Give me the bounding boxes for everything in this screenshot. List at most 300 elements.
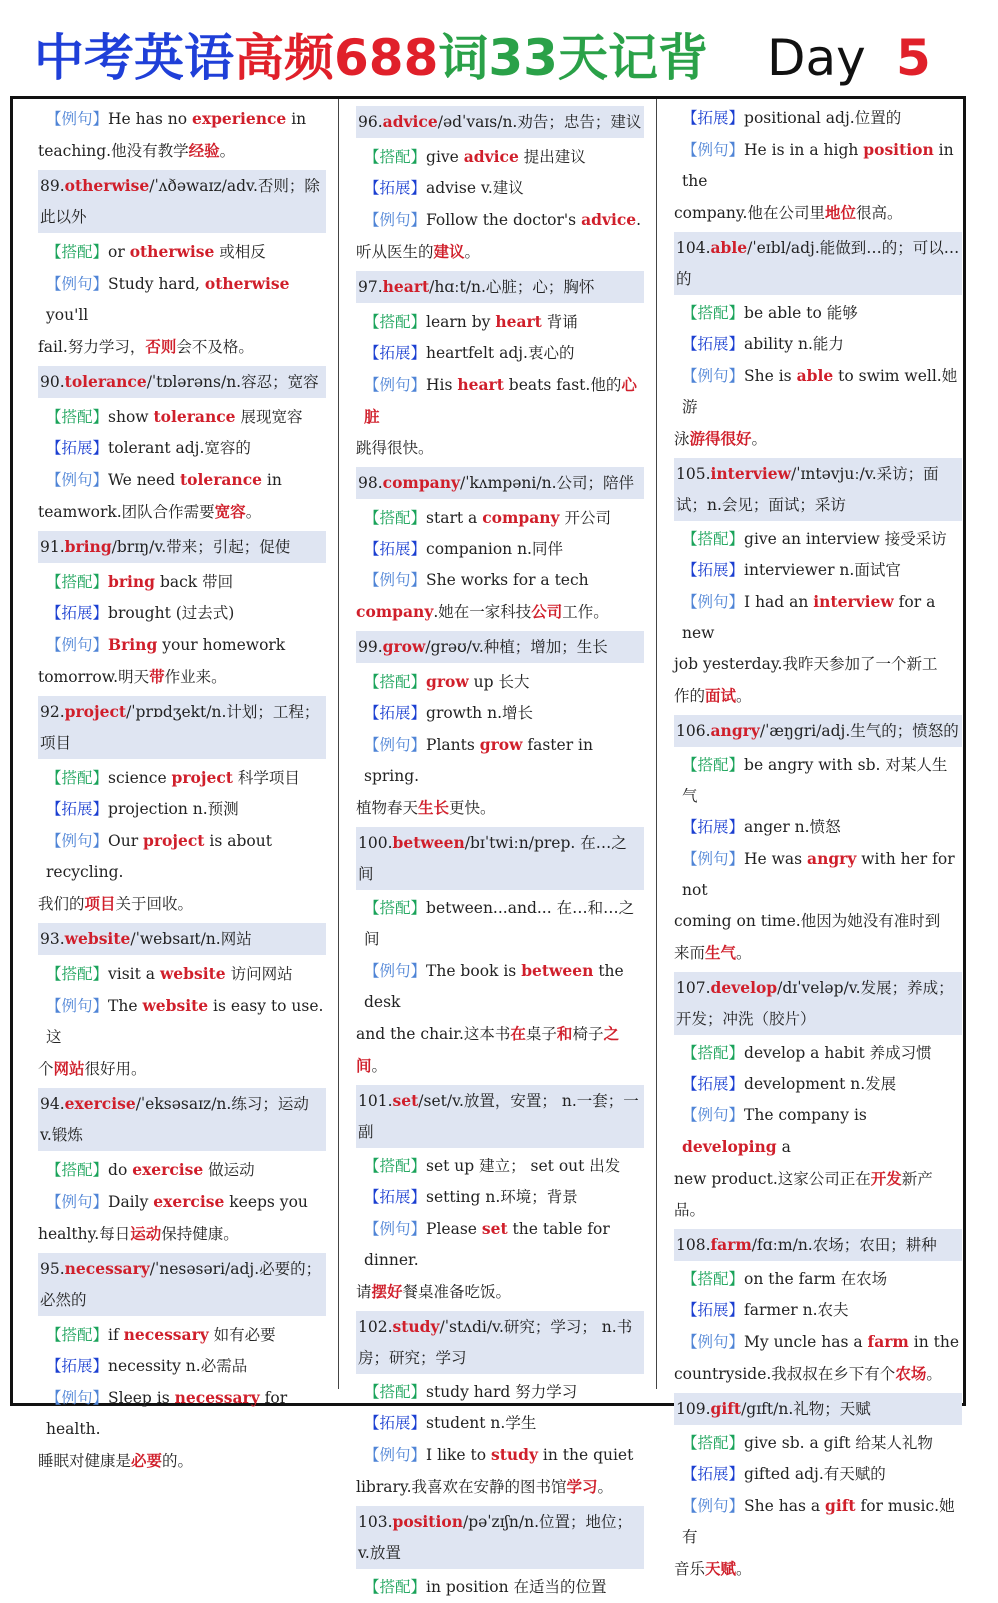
line-text: tolerant adj.宽容的	[108, 439, 251, 457]
extension-line	[674, 555, 962, 586]
collocation-line	[356, 1572, 644, 1603]
headword: necessary	[64, 1259, 150, 1278]
line-text: 或相反	[214, 243, 266, 261]
extension-tag: 【拓展】	[364, 1188, 427, 1206]
line-text: /grəʊ/v.种植；增加；生长	[425, 638, 608, 656]
line-text: She has a	[744, 1497, 825, 1515]
collocation-line	[38, 1319, 326, 1351]
line-text: 关于回收。	[115, 895, 194, 913]
line-text: a	[776, 1138, 791, 1156]
line-text: tomorrow.明天	[38, 668, 150, 686]
headword-line	[356, 1506, 644, 1569]
line-text: 科学项目	[232, 769, 300, 787]
highlight-text: otherwise	[204, 274, 290, 293]
line-text: 98.	[358, 474, 383, 492]
line-text: 108.	[676, 1236, 711, 1254]
line-text: 工作。	[562, 603, 609, 621]
example-line	[356, 729, 644, 792]
line-text: 听从医生的	[356, 243, 434, 261]
collocation-tag: 【搭配】	[364, 1578, 427, 1596]
line-text: 。	[219, 142, 236, 160]
headword-line	[674, 458, 962, 521]
example-line	[356, 369, 644, 433]
highlight-text: 摆好	[371, 1282, 403, 1301]
highlight-text: tolerance	[153, 407, 236, 426]
line-text: setting n.环境；背景	[426, 1188, 578, 1206]
line-text: do	[108, 1161, 133, 1179]
line-text: companion n.同伴	[426, 540, 563, 558]
extension-tag: 【拓展】	[682, 1301, 745, 1319]
example-line	[38, 268, 326, 331]
example-line	[674, 1100, 962, 1163]
collocation-tag: 【搭配】	[46, 965, 109, 983]
highlight-text: advice	[581, 210, 637, 229]
line-text: is about recycling.	[46, 832, 272, 881]
highlight-text: 带	[149, 667, 165, 686]
continuation-line	[356, 1276, 644, 1308]
line-text: for health.	[46, 1389, 288, 1438]
line-text: /ˈnesəsəri/adj.必要的；必然的	[40, 1260, 322, 1309]
extension-line	[356, 338, 644, 369]
highlight-text: heart	[495, 312, 542, 331]
line-text: your homework	[157, 636, 286, 654]
line-text: anger n.愤怒	[744, 818, 841, 836]
headword-line	[674, 1229, 962, 1261]
line-text: Please	[426, 1220, 482, 1238]
collocation-line	[38, 566, 326, 598]
headword: company	[382, 473, 460, 492]
line-text: 95.	[40, 1260, 65, 1278]
line-text: 89.	[40, 177, 65, 195]
headword: able	[710, 238, 748, 257]
highlight-text: 项目	[84, 894, 116, 913]
line-text: new product.这家公司正在	[674, 1170, 871, 1188]
line-text: He has no	[108, 110, 192, 128]
headword: heart	[382, 277, 430, 296]
collocation-tag: 【搭配】	[46, 1161, 109, 1179]
line-text: 97.	[358, 278, 383, 296]
highlight-text: 公司	[531, 602, 563, 621]
line-text: /dɪˈveləp/v.发展；养成；开发；冲洗（胶片）	[676, 979, 954, 1028]
collocation-tag: 【搭配】	[46, 243, 109, 261]
continuation-line	[674, 937, 962, 969]
extension-line	[356, 1182, 644, 1213]
highlight-text: otherwise	[129, 242, 215, 261]
title-part1: 中考英语	[34, 29, 234, 87]
extension-tag: 【拓展】	[46, 604, 109, 622]
line-text: 102.	[358, 1318, 393, 1336]
line-text: 93.	[40, 930, 65, 948]
collocation-tag: 【搭配】	[364, 1157, 427, 1175]
highlight-text: 经验	[188, 141, 220, 160]
extension-line	[356, 698, 644, 729]
line-text: 96.	[358, 113, 383, 131]
extension-line	[38, 794, 326, 825]
example-tag: 【例句】	[682, 367, 745, 385]
line-text: you'll	[46, 306, 89, 324]
line-text: on the farm 在农场	[744, 1270, 888, 1288]
headword: exercise	[64, 1094, 136, 1113]
highlight-text: 游得很好	[689, 429, 752, 448]
headword-line	[38, 1088, 326, 1151]
line-text: give	[426, 148, 464, 166]
line-text: company.他在公司里	[674, 204, 825, 222]
extension-line	[674, 1069, 962, 1100]
example-line	[356, 955, 644, 1018]
line-text: give sb. a gift 给某人礼物	[744, 1434, 933, 1452]
line-text: 。	[371, 1057, 388, 1075]
line-text: countryside.我叔叔在乡下有个	[674, 1365, 896, 1383]
example-tag: 【例句】	[364, 211, 427, 229]
highlight-text: company	[356, 602, 434, 621]
highlight-text: bring	[108, 572, 156, 591]
line-text: 99.	[358, 638, 383, 656]
line-text: 109.	[676, 1400, 711, 1418]
extension-tag: 【拓展】	[46, 439, 109, 457]
vocab-column-1	[38, 103, 326, 1477]
extension-tag: 【拓展】	[682, 335, 745, 353]
line-text: 91.	[40, 538, 65, 556]
headword-line	[356, 1311, 644, 1374]
line-text: 新产	[901, 1170, 933, 1188]
headword: gift	[710, 1399, 742, 1418]
headword: advice	[382, 112, 438, 131]
collocation-tag: 【搭配】	[682, 756, 745, 774]
line-text: 101.	[358, 1092, 393, 1110]
collocation-line	[38, 236, 326, 268]
continuation-line	[38, 1218, 326, 1250]
highlight-text: developing	[682, 1137, 777, 1156]
line-text: The company is	[744, 1106, 867, 1124]
line-text: 的。	[162, 1452, 194, 1470]
collocation-line	[356, 1377, 644, 1408]
highlight-text: 宽容	[214, 502, 246, 521]
headword: develop	[710, 978, 778, 997]
line-text: Sleep is	[108, 1389, 175, 1407]
line-text: for a new	[682, 593, 936, 642]
line-text: .	[636, 211, 642, 229]
example-line	[38, 103, 326, 135]
line-text: 。	[751, 430, 768, 448]
line-text: teamwork.团队合作需要	[38, 503, 215, 521]
collocation-line	[38, 762, 326, 794]
line-text: /ˈstʌdi/v.研究；学习； n.书房；研究；学习	[358, 1318, 633, 1367]
line-text: the desk	[364, 962, 624, 1011]
line-text: the table for dinner.	[364, 1220, 610, 1269]
highlight-text: Bring	[108, 635, 158, 654]
highlight-text: experience	[191, 109, 287, 128]
headword-line	[38, 923, 326, 955]
extension-tag: 【拓展】	[364, 704, 427, 722]
highlight-text: between	[521, 961, 594, 980]
line-text: 餐桌准备吃饭。	[402, 1283, 512, 1301]
line-text: is easy to use.这	[46, 997, 324, 1046]
example-tag: 【例句】	[46, 832, 109, 850]
line-text: farmer n.农夫	[744, 1301, 849, 1319]
highlight-text: set	[481, 1219, 508, 1238]
line-text: fail.努力学习，	[38, 338, 146, 356]
continuation-line	[674, 1163, 962, 1195]
example-line	[38, 825, 326, 888]
line-text: faster in spring.	[364, 736, 593, 785]
line-text: start a	[426, 509, 483, 527]
example-tag: 【例句】	[364, 736, 427, 754]
line-text: 94.	[40, 1095, 65, 1113]
headword-line	[38, 170, 326, 233]
continuation-line	[674, 649, 962, 680]
headword: set	[392, 1091, 419, 1110]
headword: project	[64, 702, 127, 721]
headword-line	[38, 696, 326, 759]
line-text: /ˈwebsaɪt/n.网站	[130, 930, 252, 948]
line-text: 100.	[358, 834, 393, 852]
line-text: 开公司	[559, 509, 611, 527]
headword: grow	[382, 637, 426, 656]
highlight-text: project	[171, 768, 233, 787]
line-text: 作的	[674, 687, 706, 705]
line-text: necessity n.必需品	[108, 1357, 248, 1375]
continuation-line	[38, 1053, 326, 1085]
highlight-text: 必要	[131, 1451, 163, 1470]
line-text: in position 在适当的位置	[426, 1578, 607, 1596]
highlight-text: exercise	[153, 1192, 225, 1211]
headword: angry	[710, 721, 760, 740]
headword: website	[64, 929, 131, 948]
line-text: /ədˈvaɪs/n.劝告；忠告；建议	[437, 113, 642, 131]
line-text: 保持健康。	[161, 1225, 239, 1243]
line-text: 品。	[674, 1201, 706, 1219]
headword-line	[674, 972, 962, 1035]
line-text: positional adj.位置的	[744, 109, 902, 127]
headword: between	[392, 833, 465, 852]
continuation-line	[356, 1018, 644, 1050]
line-text: 很高。	[856, 204, 903, 222]
line-text: I like to	[426, 1446, 491, 1464]
continuation-line	[674, 1553, 962, 1585]
line-text: 。	[736, 944, 752, 962]
continuation-line	[356, 596, 644, 628]
highlight-text: 面试	[705, 686, 737, 705]
collocation-line	[38, 1154, 326, 1186]
example-tag: 【例句】	[364, 1446, 427, 1464]
line-text: learn by	[426, 313, 496, 331]
line-text: 背诵	[541, 313, 578, 331]
extension-line	[38, 433, 326, 464]
highlight-text: 心脏	[364, 375, 637, 426]
line-text: if	[108, 1326, 124, 1344]
line-text: in	[286, 110, 307, 128]
line-text: interviewer n.面试官	[744, 561, 901, 579]
example-line	[38, 464, 326, 496]
line-text: between...and... 在…和…之间	[364, 899, 635, 948]
highlight-text: exercise	[132, 1160, 204, 1179]
continuation-line	[674, 1358, 962, 1390]
line-text: /ˈprɒdʒekt/n.计划；工程；项目	[40, 703, 320, 752]
collocation-line	[674, 298, 962, 329]
example-line	[674, 1490, 962, 1553]
line-text: to swim well.她游	[682, 367, 958, 416]
line-text: in the quiet	[537, 1446, 634, 1464]
example-tag: 【例句】	[46, 636, 109, 654]
headword-line	[356, 631, 644, 663]
line-text: 106.	[676, 722, 711, 740]
example-line	[356, 1213, 644, 1276]
title-part2: 高频688	[234, 29, 439, 87]
line-text: He is in a high	[744, 141, 864, 159]
line-text: /gɪft/n.礼物；天赋	[741, 1400, 871, 1418]
extension-line	[38, 1351, 326, 1382]
extension-line	[674, 1459, 962, 1490]
highlight-text: 建议	[433, 242, 465, 261]
continuation-line	[38, 888, 326, 920]
day-number: 5	[896, 29, 931, 87]
line-text: science	[108, 769, 172, 787]
highlight-text: 否则	[145, 337, 177, 356]
line-text: 会不及格。	[176, 338, 254, 356]
collocation-tag: 【搭配】	[682, 530, 745, 548]
headword-line	[38, 1253, 326, 1316]
headword: interview	[710, 464, 791, 483]
line-text: She is	[744, 367, 797, 385]
highlight-text: farm	[867, 1332, 909, 1351]
line-text: or	[108, 243, 130, 261]
line-text: The book is	[426, 962, 522, 980]
line-text: Study hard,	[108, 275, 205, 293]
example-line	[38, 1382, 326, 1445]
example-tag: 【例句】	[46, 110, 109, 128]
headword-line	[38, 366, 326, 398]
extension-tag: 【拓展】	[682, 561, 745, 579]
extension-line	[356, 173, 644, 204]
continuation-line	[38, 1445, 326, 1477]
line-text: 音乐	[674, 1560, 706, 1578]
example-line	[674, 134, 962, 197]
line-text: 作业来。	[164, 668, 227, 686]
example-tag: 【例句】	[682, 1333, 745, 1351]
extension-tag: 【拓展】	[364, 1414, 427, 1432]
line-text: 104.	[676, 239, 711, 257]
highlight-text: website	[159, 964, 226, 983]
line-text: for music.她有	[682, 1497, 955, 1546]
line-text: up 长大	[468, 673, 530, 691]
line-text: 睡眠对健康是	[38, 1452, 132, 1470]
example-tag: 【例句】	[46, 997, 109, 1015]
example-tag: 【例句】	[682, 141, 745, 159]
line-text: 很好用。	[84, 1060, 147, 1078]
collocation-line	[674, 750, 962, 812]
column-divider	[656, 99, 657, 1389]
page-title	[34, 22, 974, 94]
example-tag: 【例句】	[364, 962, 427, 980]
line-text: /ˈʌðəwaɪz/adv.否则；除此以外	[40, 177, 320, 226]
line-text: 。	[464, 243, 481, 261]
line-text: His	[426, 376, 458, 394]
highlight-text: website	[142, 996, 209, 1015]
line-text: give an interview 接受采访	[744, 530, 947, 548]
line-text: growth n.增长	[426, 704, 533, 722]
highlight-text: necessary	[123, 1325, 209, 1344]
line-text: with her for not	[682, 850, 955, 899]
line-text: .她在一家科技	[433, 603, 532, 621]
example-tag: 【例句】	[46, 275, 109, 293]
line-text: 访问网站	[225, 965, 293, 983]
line-text: job yesterday.我昨天参加了一个新工	[674, 655, 938, 673]
highlight-text: 农场	[895, 1364, 927, 1383]
headword: study	[392, 1317, 440, 1336]
line-text: beats fast.他的	[503, 376, 622, 394]
highlight-text: 之	[603, 1024, 619, 1043]
example-line	[674, 360, 962, 423]
headword-line	[38, 531, 326, 563]
line-text: /fɑːm/n.农场；农田；耕种	[751, 1236, 937, 1254]
headword: otherwise	[64, 176, 150, 195]
example-line	[674, 1326, 962, 1358]
extension-tag: 【拓展】	[682, 109, 745, 127]
title-part3: 词33天记背	[438, 29, 708, 87]
line-text: /ˈeɪbl/adj.能做到…的；可以…的	[676, 239, 960, 288]
highlight-text: tolerance	[179, 470, 262, 489]
highlight-text: position	[863, 140, 934, 159]
example-line	[674, 843, 962, 906]
headword-line	[356, 827, 644, 890]
line-text: Follow the doctor's	[426, 211, 582, 229]
line-text: /hɑːt/n.心脏；心；胸怀	[429, 278, 595, 296]
line-text: 。	[736, 687, 752, 705]
continuation-line	[356, 433, 644, 464]
line-text: be able to 能够	[744, 304, 858, 322]
line-text: student n.学生	[426, 1414, 537, 1432]
continuation-line	[674, 906, 962, 937]
example-line	[356, 204, 644, 236]
line-text: 。	[736, 1560, 752, 1578]
headword: tolerance	[64, 372, 147, 391]
line-text: 107.	[676, 979, 711, 997]
highlight-text: 生气	[705, 943, 737, 962]
line-text: 。	[245, 503, 262, 521]
line-text: coming on time.他因为她没有准时到	[674, 912, 941, 930]
line-text: study hard 努力学习	[426, 1383, 578, 1401]
example-tag: 【例句】	[682, 1106, 745, 1124]
collocation-line	[356, 1151, 644, 1182]
vocab-column-3	[674, 103, 962, 1585]
line-text: /set/v.放置，安置； n.一套；一副	[358, 1092, 639, 1141]
example-tag: 【例句】	[364, 1220, 427, 1238]
line-text: 。	[926, 1365, 942, 1383]
extension-line	[674, 1295, 962, 1326]
example-line	[38, 629, 326, 661]
collocation-tag: 【搭配】	[364, 1383, 427, 1401]
example-tag: 【例句】	[46, 471, 109, 489]
example-tag: 【例句】	[46, 1193, 109, 1211]
highlight-text: company	[482, 508, 560, 527]
line-text: healthy.每日	[38, 1225, 131, 1243]
headword-line	[356, 106, 644, 138]
collocation-tag: 【搭配】	[682, 1270, 745, 1288]
line-text: in the	[908, 1333, 960, 1351]
line-text: /ˈkʌmpəni/n.公司；陪伴	[460, 474, 634, 492]
continuation-line	[38, 661, 326, 693]
example-line	[674, 586, 962, 649]
collocation-line	[356, 306, 644, 338]
continuation-line	[356, 792, 644, 824]
line-text: visit a	[108, 965, 160, 983]
collocation-line	[38, 958, 326, 990]
highlight-text: grow	[479, 735, 523, 754]
line-text: We need	[108, 471, 180, 489]
highlight-text: 学习	[566, 1477, 598, 1496]
line-text: Our	[108, 832, 144, 850]
line-text: 更快。	[449, 799, 496, 817]
